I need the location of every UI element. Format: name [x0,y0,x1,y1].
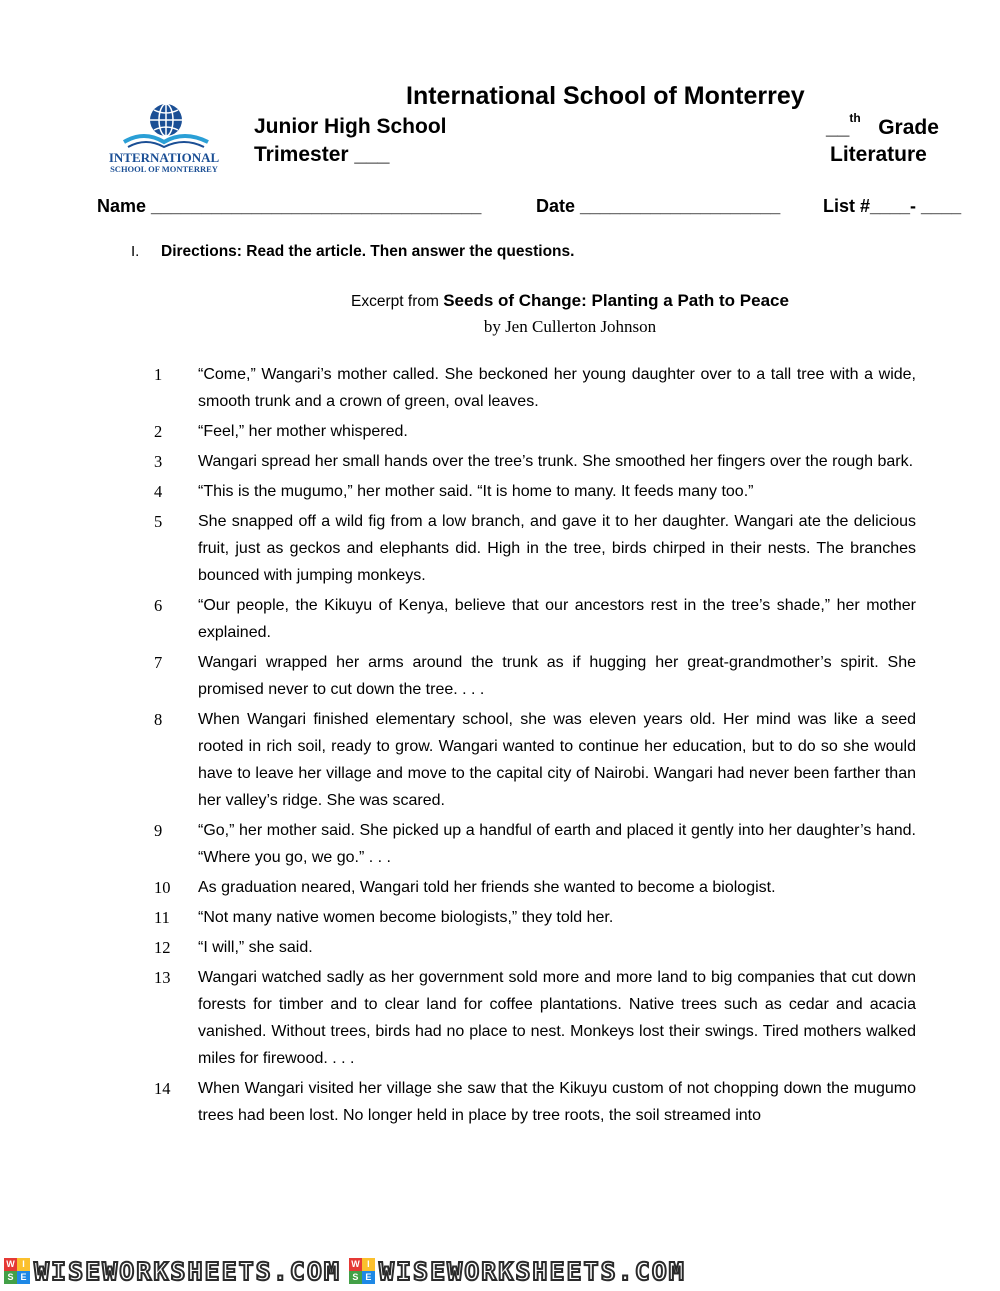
paragraph-number: 1 [154,365,163,384]
article-paragraph [146,649,916,703]
paragraph-text: When Wangari finished elementary school, she was eleven years old. Her mind was like a seed rooted in rich soil, ready to grow. Wangari wanted to continue her education, but to do so she would have to leave her village and move to the capital city of Nairobi. Wangari had never been farther than her valley’s ridge. She was scared. [198,711,916,809]
date-field: Date ____________________ [536,196,781,216]
article-paragraph [146,934,916,961]
paragraph-number: 4 [154,482,163,501]
article-paragraph [146,478,916,505]
paragraph-number: 3 [154,452,163,471]
badge-letter: I [17,1258,30,1271]
paragraph-text: When Wangari visited her village she saw that the Kikuyu custom of not chopping down the mugumo trees had been lost. No longer held in place by tree roots, the soil streamed into [198,1080,916,1124]
paragraph-number: 7 [154,653,163,672]
subject-label: Literature [830,143,927,166]
watermark-text: WISEWORKSHEETS.COM [34,1256,341,1286]
junior-high-label: Junior High School [254,115,447,138]
grade-field [826,111,939,140]
watermark-logo-icon [4,1258,30,1284]
badge-letter: W [349,1258,362,1271]
article-paragraph [146,1075,916,1129]
badge-letter: E [17,1271,30,1284]
section-number: I. [131,243,140,260]
watermark-footer [4,1254,996,1288]
school-title: International School of Monterrey [406,82,805,110]
paragraph-text: Wangari wrapped her arms around the trunk as if hugging her great-grandmother’s spirit. She promised never to cut down the tree. . . . [198,654,916,698]
paragraph-number: 9 [154,821,163,840]
paragraph-text: “I will,” she said. [198,939,313,956]
globe-book-icon [104,100,224,150]
paragraph-number: 11 [154,908,170,927]
grade-label: Grade [878,116,939,139]
watermark-logo-icon [349,1258,375,1284]
badge-letter: W [4,1258,17,1271]
paragraph-number: 14 [154,1079,171,1098]
paragraph-text: “This is the mugumo,” her mother said. “It is home to many. It feeds many too.” [198,483,754,500]
article-paragraph [146,904,916,931]
article-paragraph [146,817,916,871]
list-number-field: List #____- ____ [823,196,962,216]
watermark-text: WISEWORKSHEETS.COM [378,1256,686,1286]
paragraph-text: “Go,” her mother said. She picked up a handful of earth and placed it gently into her daughter’s hand. “Where you go, we go.” . . . [198,822,916,866]
logo-text-line1: INTERNATIONAL [108,150,220,165]
badge-letter: S [349,1271,362,1284]
paragraph-text: Wangari spread her small hands over the tree’s trunk. She smoothed her fingers over the rough bark. [198,453,914,470]
logo-text-line2: SCHOOL OF MONTERREY [110,164,218,174]
paragraph-text: As graduation neared, Wangari told her friends she wanted to become a biologist. [198,879,776,896]
grade-blank: __ [826,116,850,139]
name-field: Name _________________________________ [97,196,482,216]
trimester-field: Trimester ___ [254,143,390,166]
article-paragraph [146,361,916,415]
article-paragraph [146,418,916,445]
watermark-block [4,1257,341,1286]
paragraph-number: 2 [154,422,163,441]
article-paragraph [146,592,916,646]
paragraph-number: 13 [154,968,171,987]
paragraph-number: 10 [154,878,171,897]
paragraph-text: “Feel,” her mother whispered. [198,423,408,440]
article-body [146,361,916,1132]
paragraph-number: 12 [154,938,171,957]
excerpt-heading [0,291,1000,311]
excerpt-author: by Jen Cullerton Johnson [483,317,657,336]
excerpt-prefix: Excerpt from [351,293,444,310]
article-paragraph [146,964,916,1072]
article-paragraph [146,706,916,814]
excerpt-title: Seeds of Change: Planting a Path to Peace [443,291,789,310]
grade-suffix: th [849,111,861,125]
paragraph-text: “Come,” Wangari’s mother called. She beckoned her young daughter over to a tall tree with a wide, smooth trunk and a crown of green, oval leaves. [198,366,916,410]
paragraph-text: Wangari watched sadly as her government sold more and more land to big companies that cut down forests for timber and to clear land for coffee plantations. Native trees such as cedar and acacia vanished. Without trees, birds had no place to nest. Monkeys lost their swings. Tired mothers walked miles for firewood. . . . [198,969,916,1067]
paragraph-number: 8 [154,710,163,729]
directions-text: Directions: Read the article. Then answer the questions. [161,243,575,260]
badge-letter: I [362,1258,375,1271]
article-paragraph [146,448,916,475]
article-paragraph [146,874,916,901]
paragraph-text: “Not many native women become biologists,” they told her. [198,909,614,926]
badge-letter: S [4,1271,17,1284]
paragraph-text: “Our people, the Kikuyu of Kenya, believe that our ancestors rest in the tree’s shade,” her mother explained. [198,597,916,641]
watermark-block [349,1257,686,1286]
paragraph-number: 5 [154,512,163,531]
paragraph-text: She snapped off a wild fig from a low branch, and gave it to her daughter. Wangari ate the delicious fruit, just as geckos and elephants did. High in the tree, birds chirped in their nests. The branches bounced with jumping monkeys. [198,513,916,584]
badge-letter: E [362,1271,375,1284]
paragraph-number: 6 [154,596,163,615]
article-paragraph [146,508,916,589]
